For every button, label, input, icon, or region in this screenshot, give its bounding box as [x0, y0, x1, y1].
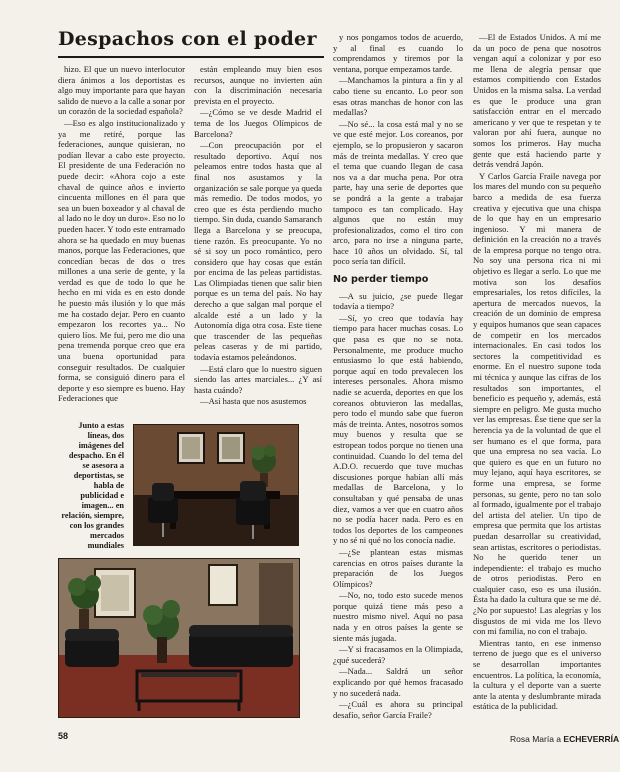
paragraph: —A su juicio, ¿se puede llegar todavía a tiempo? — [333, 290, 463, 312]
paragraph: Mientras tanto, en ese inmenso terreno de juego que es el universo se desarrollan importantes encuentros. La política, la economía, la cultura y el deporte van a suerte ante la atenta y deslumbrante mirada estática de la publicidad. — [473, 637, 601, 712]
column-4 — [473, 32, 601, 728]
photo-caption: Junto a estas líneas, dos imágenes del despacho. En él se asesora a deportistas, se habla de publicidad e imagen... en relación, siempre, con los grandes mercados mundiales — [61, 421, 124, 550]
paragraph: —No, no, todo esto sucede menos porque quizá tiene más peso a nuestro mismo nivel. Aquí no pasa nada y en otros países la gente se siente más jugada. — [333, 590, 463, 643]
author-last-name: ECHEVERRÍA — [563, 734, 620, 744]
office-lounge-illustration — [59, 559, 299, 717]
paragraph: —Eso es algo institucionalizado y ya me retiré, porque las federaciones, aunque quisieran, no podían llevar a cabo este proyecto. El presidente de una Federación no puede decir: «Ahora cojo a este chaval de quince años e invierto cincuenta millones en él para que sea un buen boxeador y al chaval de al lado no le doy un duro». Eso no lo pueden hacer. Y todo este entramado ahora se ha quedado en muy buenas manos, porque las Federaciones, que concedían becas de dos o tres millones a una serie de gente, y la verdad es que de todo lo que he hecho en mi vida es en esto donde he puesto más ilusión y lo que más me ha costado dejar. Pero en cuanto empezaron los recortes ya... No quiero líos. Me fui, pero me dio una pena tremenda porque creo que era una buena oportunidad para conseguir resultados. De cualquier forma, se consiguió dinero para el deporte y eso siempre es bueno. Hay Federaciones que — [58, 117, 185, 404]
column-2 — [194, 64, 322, 418]
paragraph: —No sé... la cosa está mal y no se ve que esté mejor. Los coreanos, por ejemplo, se lo propusieron y sacaron más de treinta medallas. Y creo que el tema que cuando llegan de casa nos va a dar mucha pena. Por otra parte, hay una serie de deportes que se pondrá a la gente a trabajar tampoco es tan complicado. Hay algunos que no están muy profesionalizados, como el tiro con arco, para no irse a ninguna parte, hace 10 años un olvidado. Sí, tal poco sería tan difícil. — [333, 118, 463, 267]
author-first-name: Rosa María a — [510, 734, 562, 744]
paragraph: hizo. El que un nuevo interlocutor diera ánimos a los deportistas es algo muy importante para que hayan salido de nuevo a la calle a sonar por un corazón de la sociedad española? — [58, 64, 185, 117]
paragraph: —¿Cómo se ve desde Madrid el tema de los Juegos Olímpicos de Barcelona? — [194, 107, 322, 139]
paragraph: —¿Se plantean estas mismas carencias en otros países durante la preparación de los Juegos Olímpicos? — [333, 546, 463, 589]
paragraph: y nos pongamos todos de acuerdo, y al final es cuando lo comprendamos y tiremos por la ventana, porque empezamos tarde. — [333, 32, 463, 74]
paragraph: —El de Estados Unidos. A mí me da un poco de pena que nosotros vengan aquí a colonizar y por eso me llena de alegría pensar que estamos compitiendo con Estados Unidos en la misma salsa. La verdad es que le produce una gran satisfacción entrar en el mercado americano y ver que te respetan y te valoran por ahí fuera, aunque no somos los primeros. Hay mucha gente que está haciendo parte y detrás vendrá Japón. — [473, 32, 601, 170]
paragraph: Y Carlos García Fraile navega por los mares del mundo con su pequeño barco a medida de esa fuerza creativa y ejecutiva que una chispa de lo que hay en un empresario ingenioso. Y mi manera de definición en la creación no a través de la empresa porque no tengo otra. No soy una persona rica ni mi objetivo es llegar a serlo. Lo que me motiva son los desafíos empresariales, los retos difíciles, la apertura de mercados nuevos, la creación de un dominio de empresa y equipos humanos que sean capaces de competir en los mercados internacionales. En casi todos los sectores la competitividad es enorme. En el nuestro supone toda mi técnica y aunque las cifras de los resultados son importantes, el beneficio es pequeño y, además, está siempre en peligro. Me gusta mucho ver las empresas. Ése tiene que ser la herencia ya de la voluntad de que el ser humano es el que forma, para que una empresa no sea vacía. Lo que quiero es que en un futuro no muy lejano, aquí haya escritores, se forme una empresa, se forme personas, su gente, pero no tan solo al formado, igualmente por el trabajo del artista del atelier. Un tipo de empresa que permita que los artistas puedan desarrollar su creatividad, sean artistas, escritores o periodistas. No he querido tener un independiente: el trabajo es mucho de otros periodistas. Pero en cualquier caso, eso es una ilusión. Ésta ha dado la cultura que se me dé. ¿No por supuesto! Las alegrías y los disgustos de mi vida me los llevo con mi familia, no con el trabajo. — [473, 170, 601, 637]
paragraph: —¿Cuál es ahora su principal desafío, señor García Fraile? — [333, 699, 463, 720]
page-number: 58 — [58, 731, 69, 741]
paragraph: están empleando muy bien esos recursos, aunque no invierten aún con la discriminación necesaria prevista en el proyecto. — [194, 64, 322, 106]
section-subhead: No perder tiempo — [333, 274, 429, 286]
column-1 — [58, 64, 185, 418]
title-rule — [58, 56, 324, 58]
office-desk-photo — [133, 424, 299, 546]
paragraph: —Sí, yo creo que todavía hay tiempo para hacer muchas cosas. Lo que pasa es que no se nota. Personalmente, me produce mucho entusiasmo lo que está habiendo, porque aquí en todo prevalecen los intereses personales. Ahora mismo nadie se acuerda, deportes en que los coreanos obtuvieron las medallas, pero todo el mundo sabe que fueron más de treinta. Antes, nosotros somos muy buenos y resulta que se estropean todos porque no tienen una continuidad. Cuando lo del tema del A.D.O. recuerdo que tuve muchas discusiones porque habían allí más medallas de Barcelona, y lo consultaban y qué pensaba de unas diez, vamos a ver que en cuatro años no se podía hacer nada. Pero es en todos los deportes de los campeones y no sé ni qué no los conocía nadie. — [333, 312, 463, 546]
author-byline — [510, 734, 620, 744]
paragraph: —Está claro que lo nuestro siguen siendo las artes marciales... ¿Y así hasta cuándo? — [194, 363, 322, 395]
office-desk-illustration — [134, 425, 298, 545]
article-title: Despachos con el poder — [58, 28, 317, 50]
paragraph: —Nada... Saldrá un señor explicando por qué hemos fracasado y no sucederá nada. — [333, 666, 463, 698]
paragraph: —Con preocupación por el resultado deportivo. Aquí nos peleamos entre todos hasta que al final nos asustamos y la organización se sale porque ya queda más remedio. De todos modos, yo creo que es ésta perdiendo mucho tiempo. Sin duda, cuando Samaranch llega a Barcelona y se preocupa, tiene razón. Es preocupante. Yo no sé si soy un poco romántico, pero considero que hay cosas que están por encima de las peleas partidistas. Las Olimpiadas tienen que salir bien porque es un tema del país. No hay derecho a que salgan mal porque el alcalde esté a un lado y la Autonomía diga otra cosa. Este tiene que trascender de las pequeñas peleas caseras y de mi partido, todavía estamos peleándonos. — [194, 140, 322, 363]
paragraph: —Y si fracasamos en la Olimpiada, ¿qué sucederá? — [333, 644, 463, 665]
office-lounge-photo — [58, 558, 300, 718]
paragraph: —Manchamos la pintura a fin y al cabo tiene su encanto. Lo peor son esas otras manchas de honor con las medallas? — [333, 75, 463, 118]
column-3 — [333, 32, 463, 744]
paragraph: —Así hasta que nos asustemos — [200, 396, 307, 407]
